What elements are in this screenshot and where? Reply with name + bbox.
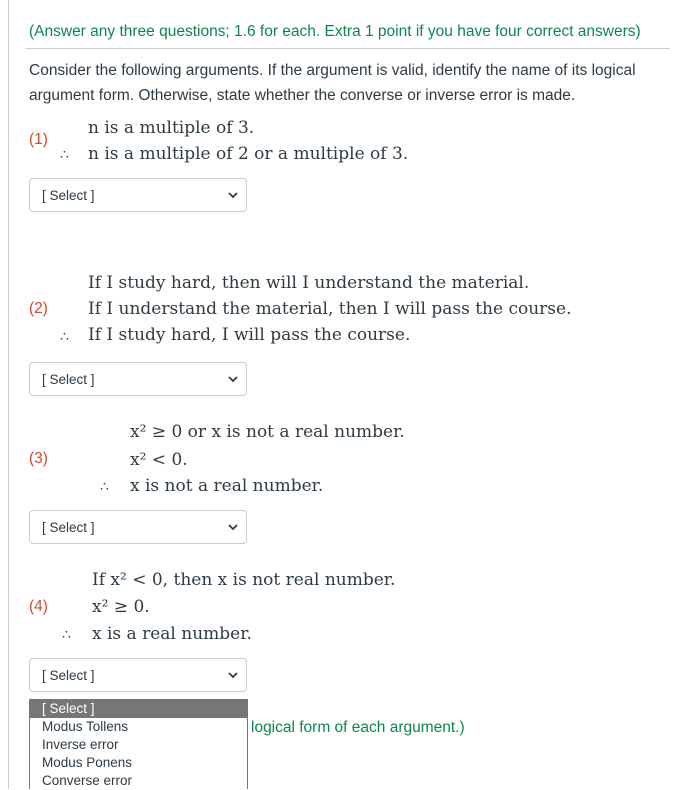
question-2-number: (2) — [29, 300, 48, 317]
dropdown-option-select[interactable]: [ Select ] — [30, 700, 247, 718]
question-4-dropdown-list[interactable] — [29, 699, 248, 789]
question-1-number: (1) — [29, 131, 48, 148]
question-1-therefore: ∴ — [60, 147, 69, 163]
left-border — [8, 0, 9, 789]
divider — [25, 48, 670, 49]
question-3-therefore: ∴ — [100, 479, 109, 495]
question-4-select[interactable] — [29, 658, 247, 692]
question-2-premise-1: If I study hard, then will I understand the material. — [88, 273, 530, 293]
question-4-select-value: [ Select ] — [42, 667, 95, 683]
question-4-therefore: ∴ — [62, 627, 71, 643]
dropdown-option-inverse-error[interactable]: Inverse error — [42, 737, 119, 752]
dropdown-option-modus-ponens[interactable]: Modus Ponens — [42, 755, 133, 770]
footer-note-partial: logical form of each argument.) — [251, 719, 465, 736]
question-3-premise-2: x² < 0. — [130, 450, 188, 470]
question-1-conclusion: n is a multiple of 2 or a multiple of 3. — [88, 144, 409, 164]
question-4-premise-1: If x² < 0, then x is not real number. — [92, 570, 396, 590]
question-3-conclusion: x is not a real number. — [130, 476, 324, 496]
question-4-number: (4) — [29, 598, 48, 615]
intro-text: Consider the following arguments. If the argument is valid, identify the name of its logical argument form. Otherwise, state whether the converse or inverse error is made. — [29, 62, 636, 104]
question-2-select[interactable] — [29, 362, 247, 396]
question-4-conclusion: x is a real number. — [92, 624, 252, 644]
question-3-number: (3) — [29, 450, 48, 467]
header-note: (Answer any three questions; 1.6 for each. Extra 1 point if you have four correct answers) — [29, 23, 641, 40]
question-1-premise-1: n is a multiple of 3. — [88, 118, 255, 138]
question-2-select-value: [ Select ] — [42, 371, 95, 387]
question-2-therefore: ∴ — [60, 329, 69, 345]
question-4-premise-2: x² ≥ 0. — [92, 597, 150, 617]
chevron-down-icon — [228, 522, 238, 532]
chevron-down-icon — [228, 670, 238, 680]
question-3-select-value: [ Select ] — [42, 519, 95, 535]
question-2-conclusion: If I study hard, I will pass the course. — [88, 325, 411, 345]
dropdown-option-converse-error[interactable]: Converse error — [42, 773, 133, 788]
question-3-premise-1: x² ≥ 0 or x is not a real number. — [130, 422, 405, 442]
dropdown-option-modus-tollens[interactable]: Modus Tollens — [42, 719, 129, 734]
question-1-select[interactable] — [29, 178, 247, 212]
question-3-select[interactable] — [29, 510, 247, 544]
question-1-select-value: [ Select ] — [42, 187, 95, 203]
chevron-down-icon — [228, 374, 238, 384]
question-2-premise-2: If I understand the material, then I will pass the course. — [88, 299, 572, 319]
chevron-down-icon — [228, 190, 238, 200]
